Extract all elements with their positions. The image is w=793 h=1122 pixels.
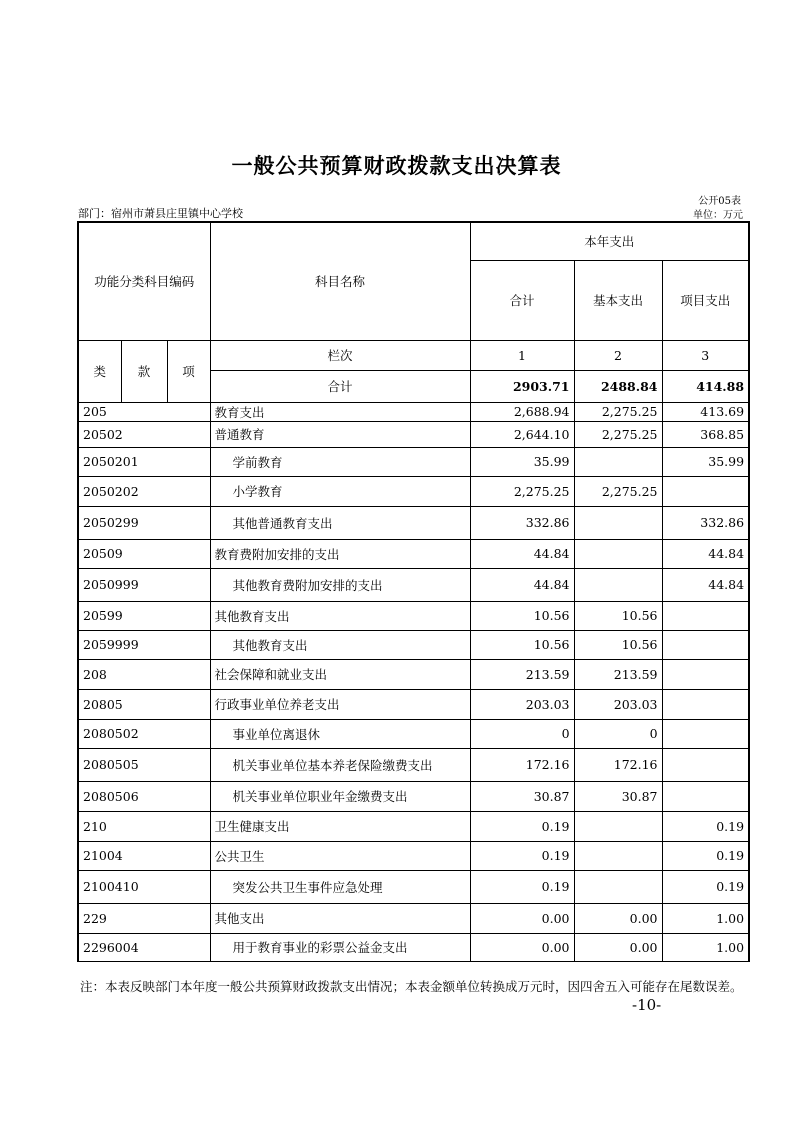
row-project: 0.19 — [662, 870, 749, 903]
table-row — [78, 421, 749, 447]
col-no-1: 1 — [470, 340, 574, 370]
table-row — [78, 781, 749, 811]
row-code: 208 — [78, 659, 210, 689]
row-project — [662, 601, 749, 630]
department-label: 部门：宿州市萧县庄里镇中心学校 — [78, 207, 243, 220]
table-row — [78, 601, 749, 630]
row-code: 20599 — [78, 601, 210, 630]
table-row — [78, 447, 749, 476]
row-code: 2080502 — [78, 719, 210, 748]
row-total: 0.19 — [470, 870, 574, 903]
row-subject-name: 普通教育 — [210, 421, 470, 447]
row-project — [662, 748, 749, 781]
row-project: 332.86 — [662, 506, 749, 539]
table-row — [78, 903, 749, 933]
page-title: 一般公共预算财政拨款支出决算表 — [231, 154, 562, 178]
row-total: 203.03 — [470, 689, 574, 719]
table-row — [78, 659, 749, 689]
header-xiang: 项 — [167, 340, 210, 402]
row-code: 2059999 — [78, 630, 210, 659]
row-total: 30.87 — [470, 781, 574, 811]
header-total: 合计 — [470, 260, 574, 340]
header-subject: 科目名称 — [210, 222, 470, 340]
row-subject-name: 其他教育支出 — [210, 601, 470, 630]
row-code: 229 — [78, 903, 210, 933]
row-total: 0.00 — [470, 933, 574, 961]
sum-label: 合计 — [210, 370, 470, 402]
row-total: 332.86 — [470, 506, 574, 539]
row-basic — [574, 568, 662, 601]
header-kuan: 款 — [121, 340, 167, 402]
row-project — [662, 630, 749, 659]
row-total: 35.99 — [470, 447, 574, 476]
row-code: 20502 — [78, 421, 210, 447]
row-project: 368.85 — [662, 421, 749, 447]
row-subject-name: 突发公共卫生事件应急处理 — [210, 870, 470, 903]
row-subject-name: 教育费附加安排的支出 — [210, 539, 470, 568]
sum-project: 414.88 — [662, 370, 749, 402]
row-total: 0.00 — [470, 903, 574, 933]
row-basic: 172.16 — [574, 748, 662, 781]
table-row — [78, 476, 749, 506]
row-code: 2050999 — [78, 568, 210, 601]
row-basic: 30.87 — [574, 781, 662, 811]
header-lei: 类 — [78, 340, 121, 402]
row-project — [662, 476, 749, 506]
row-basic: 2,275.25 — [574, 476, 662, 506]
row-subject-name: 小学教育 — [210, 476, 470, 506]
row-total: 0.19 — [470, 841, 574, 870]
row-code: 210 — [78, 811, 210, 841]
row-basic: 10.56 — [574, 601, 662, 630]
row-subject-name: 机关事业单位基本养老保险缴费支出 — [210, 748, 470, 781]
row-code: 2080506 — [78, 781, 210, 811]
row-subject-name: 其他教育费附加安排的支出 — [210, 568, 470, 601]
row-project — [662, 719, 749, 748]
row-code: 2050201 — [78, 447, 210, 476]
row-project: 0.19 — [662, 841, 749, 870]
row-code: 205 — [78, 402, 210, 421]
row-code: 21004 — [78, 841, 210, 870]
row-code: 20509 — [78, 539, 210, 568]
row-total: 44.84 — [470, 568, 574, 601]
row-total: 2,688.94 — [470, 402, 574, 421]
table-row — [78, 933, 749, 961]
column-no-label: 栏次 — [210, 340, 470, 370]
col-no-2: 2 — [574, 340, 662, 370]
row-total: 2,275.25 — [470, 476, 574, 506]
row-subject-name: 其他普通教育支出 — [210, 506, 470, 539]
row-basic — [574, 447, 662, 476]
row-code: 2080505 — [78, 748, 210, 781]
table-row — [78, 630, 749, 659]
table-row — [78, 689, 749, 719]
row-basic: 0 — [574, 719, 662, 748]
row-total: 172.16 — [470, 748, 574, 781]
header-code-group: 功能分类科目编码 — [78, 222, 210, 340]
row-code: 2296004 — [78, 933, 210, 961]
row-basic — [574, 841, 662, 870]
row-basic — [574, 811, 662, 841]
row-subject-name: 行政事业单位养老支出 — [210, 689, 470, 719]
row-total: 2,644.10 — [470, 421, 574, 447]
row-code: 20805 — [78, 689, 210, 719]
table-row — [78, 870, 749, 903]
row-total: 10.56 — [470, 630, 574, 659]
row-subject-name: 事业单位离退休 — [210, 719, 470, 748]
row-subject-name: 用于教育事业的彩票公益金支出 — [210, 933, 470, 961]
header-basic: 基本支出 — [574, 260, 662, 340]
table-row — [78, 811, 749, 841]
row-basic: 2,275.25 — [574, 421, 662, 447]
header-year-expense: 本年支出 — [470, 222, 749, 260]
row-basic — [574, 870, 662, 903]
row-subject-name: 学前教育 — [210, 447, 470, 476]
page-number: -10- — [632, 996, 662, 1014]
sum-basic: 2488.84 — [574, 370, 662, 402]
row-subject-name: 其他教育支出 — [210, 630, 470, 659]
row-total: 44.84 — [470, 539, 574, 568]
row-total: 213.59 — [470, 659, 574, 689]
table-row — [78, 539, 749, 568]
row-project — [662, 659, 749, 689]
row-subject-name: 机关事业单位职业年金缴费支出 — [210, 781, 470, 811]
table-row — [78, 506, 749, 539]
row-project: 35.99 — [662, 447, 749, 476]
footnote: 注：本表反映部门本年度一般公共预算财政拨款支出情况；本表金额单位转换成万元时，因四舍五入可能存在尾数误差。 — [80, 979, 743, 994]
sum-total: 2903.71 — [470, 370, 574, 402]
table-row — [78, 841, 749, 870]
row-project: 44.84 — [662, 539, 749, 568]
row-total: 10.56 — [470, 601, 574, 630]
row-basic: 2,275.25 — [574, 402, 662, 421]
row-subject-name: 卫生健康支出 — [210, 811, 470, 841]
row-basic: 0.00 — [574, 933, 662, 961]
expenditure-table — [77, 221, 750, 962]
row-project: 413.69 — [662, 402, 749, 421]
table-row — [78, 568, 749, 601]
row-total: 0 — [470, 719, 574, 748]
row-project — [662, 781, 749, 811]
row-total: 0.19 — [470, 811, 574, 841]
table-row — [78, 719, 749, 748]
col-no-3: 3 — [662, 340, 749, 370]
table-row — [78, 402, 749, 421]
row-project: 1.00 — [662, 933, 749, 961]
row-basic — [574, 539, 662, 568]
table-row — [78, 748, 749, 781]
row-subject-name: 其他支出 — [210, 903, 470, 933]
unit-label: 单位：万元 — [693, 210, 743, 221]
row-basic: 10.56 — [574, 630, 662, 659]
row-basic — [574, 506, 662, 539]
row-code: 2050299 — [78, 506, 210, 539]
row-basic: 203.03 — [574, 689, 662, 719]
row-project — [662, 689, 749, 719]
row-subject-name: 社会保障和就业支出 — [210, 659, 470, 689]
row-basic: 213.59 — [574, 659, 662, 689]
row-code: 2100410 — [78, 870, 210, 903]
row-code: 2050202 — [78, 476, 210, 506]
row-subject-name: 教育支出 — [210, 402, 470, 421]
row-subject-name: 公共卫生 — [210, 841, 470, 870]
row-basic: 0.00 — [574, 903, 662, 933]
form-number: 公开05表 — [698, 196, 741, 207]
row-project: 0.19 — [662, 811, 749, 841]
row-project: 1.00 — [662, 903, 749, 933]
header-project: 项目支出 — [662, 260, 749, 340]
row-project: 44.84 — [662, 568, 749, 601]
